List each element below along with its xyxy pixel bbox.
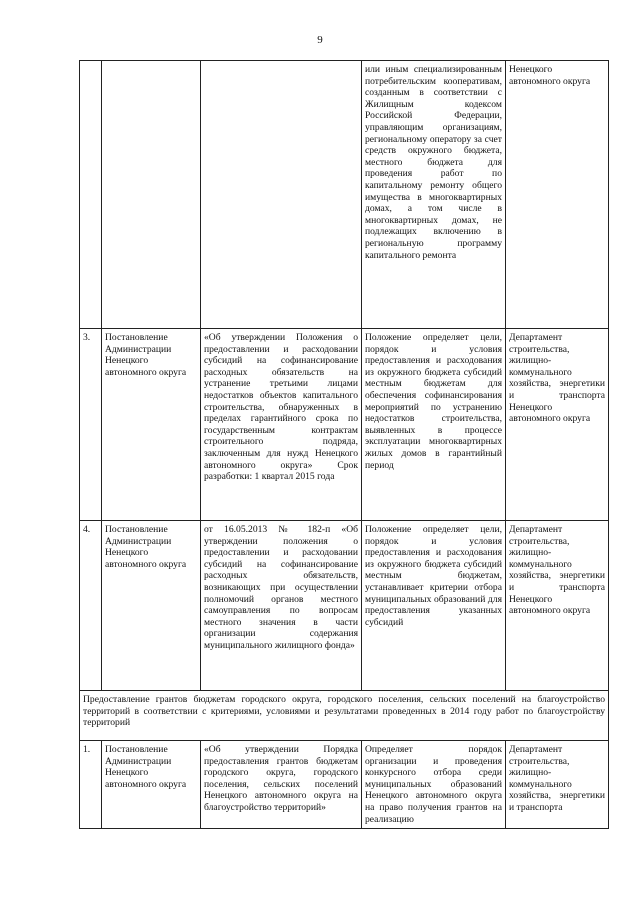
table-row — [80, 741, 609, 829]
document-description: Положение определяет цели, порядок и условия предоставления и расходования из окружного бюджета субсидий местным бюджетам для обеспечения софинансирования мероприятий по устранению недостатков строительства, выявленных в процессе эксплуатации многоквартирных жилых домов в гарантийный период — [362, 329, 506, 521]
document-type: Постановление Администрации Ненецкого автономного округа — [102, 741, 201, 829]
page-number: 9 — [317, 34, 323, 46]
document-type — [102, 61, 201, 329]
document-title: от 16.05.2013 № 182-п «Об утверждении положения о предоставлении и расходовании субсидий на софинансирование расходных обязательств, возникающих при осуществлении полномочий органов местного самоуправления по вопросам местного значения в части организации содержания муниципального жилищного фонда» — [201, 521, 362, 691]
document-description: Положение определяет цели, порядок и условия предоставления и расходования из окружного бюджета субсидий местным бюджетам, устанавливает критерии отбора муниципальных образований для предоставления указанных субсидий — [362, 521, 506, 691]
row-number: 1. — [80, 741, 102, 829]
document-description: или иным специализированным потребительским кооперативам, созданным в соответствии с Жилищным кодексом Российской Федерации, управляющим организациям, региональному оператору за счет средств окружного бюджета, местного бюджета для проведения работ по капитальному ремонту общего имущества в многоквартирных домах, а том числе в многоквартирных домах, не подлежащих включению в региональную программу капитального ремонта — [362, 61, 506, 329]
responsible-body: Департамент строительства, жилищно-коммунального хозяйства, энергетики и транспорта Ненецкого автономного округа — [506, 521, 609, 691]
document-description: Определяет порядок организации и проведения конкурсного отбора среди муниципальных образований Ненецкого автономного округа на право получения грантов на реализацию — [362, 741, 506, 829]
responsible-body: Департамент строительства, жилищно-коммунального хозяйства, энергетики и транспорта Ненецкого автономного округа — [506, 329, 609, 521]
row-number: 4. — [80, 521, 102, 691]
responsible-body: Ненецкого автономного округа — [506, 61, 609, 329]
legal-acts-table — [79, 60, 609, 829]
document-title: «Об утверждении Порядка предоставления грантов бюджетам городского округа, городского поселения, сельских поселений Ненецкого автономного округа на благоустройство территорий» — [201, 741, 362, 829]
row-number — [80, 61, 102, 329]
row-number: 3. — [80, 329, 102, 521]
responsible-body: Департамент строительства, жилищно-коммунального хозяйства, энергетики и транспорта — [506, 741, 609, 829]
table-row — [80, 61, 609, 329]
section-heading: Предоставление грантов бюджетам городского округа, городского поселения, сельских поселений на благоустройство территорий в соответствии с критериями, условиями и результатами проведенных в 2014 году работ по благоустройству территорий — [80, 691, 609, 741]
section-heading-row — [80, 691, 609, 741]
document-type: Постановление Администрации Ненецкого автономного округа — [102, 521, 201, 691]
table-row — [80, 329, 609, 521]
table-row — [80, 521, 609, 691]
document-type: Постановление Администрации Ненецкого автономного округа — [102, 329, 201, 521]
document-title — [201, 61, 362, 329]
document-title: «Об утверждении Положения о предоставлении и расходовании субсидий на софинансирование расходных обязательств на устранение третьими лицами недостатков объектов капитального строительства, обнаруженных в пределах гарантийного срока по государственным контрактам строительного подряда, заключенным для нужд Ненецкого автономного округа» Срок разработки: 1 квартал 2015 года — [201, 329, 362, 521]
